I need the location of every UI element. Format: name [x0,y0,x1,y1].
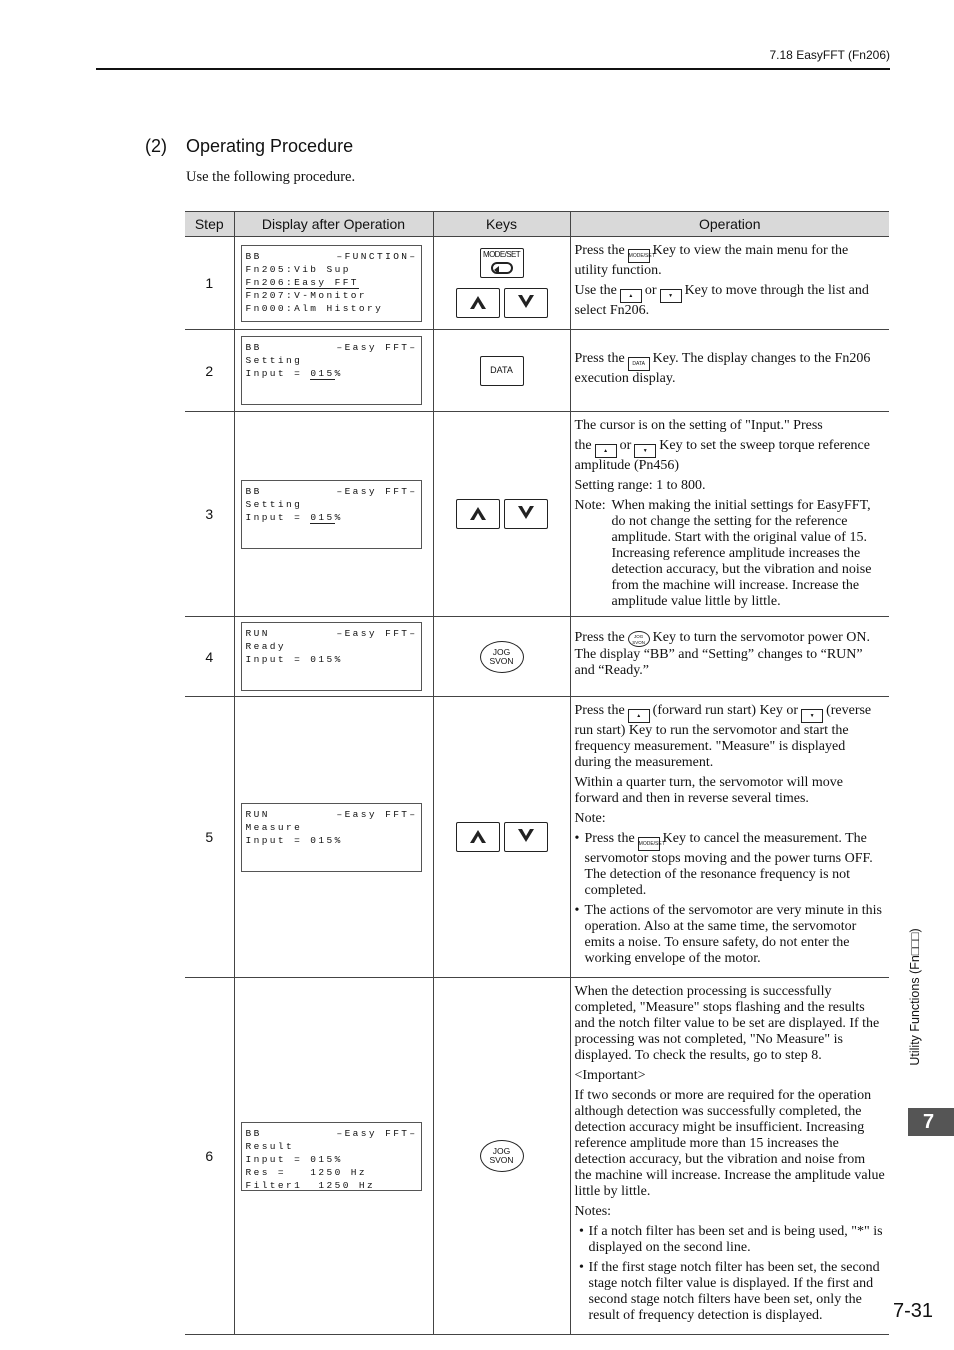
operation-cell [570,412,889,617]
display-line: RUN –Easy FFT– [245,808,418,820]
display-line: BB –Easy FFT– [245,1127,418,1139]
data-key-icon: DATA [628,357,650,371]
display-line: Fn205:Vib Sup [245,263,351,275]
intro-text: Use the following procedure. [186,169,356,185]
keys-cell [433,330,570,412]
operation-text: Use the ▲ or ▼ Key to move through the list and select Fn206. [574,283,869,318]
operation-text: Press the MODE/SETKey to view the main menu for the utility function. [574,243,849,278]
list-item: • If a notch filter has been set and is being used, "*" is displayed on the second line. [579,1224,883,1255]
display-line: BB –FUNCTION– [245,250,418,262]
operation-cell [570,617,889,697]
down-arrow-key-icon: ▼ [660,289,682,303]
keys-cell [433,697,570,978]
keys-cell [433,412,570,617]
list-item: • If the first stage notch filter has been set, the second stage notch filter value is displayed. If the first and second stage notch filters have been set, only the result of frequency detection is displayed. [579,1260,880,1323]
step-number: 3 [185,412,234,617]
display-line: Setting [245,498,303,510]
step-number: 1 [185,237,234,330]
display-cell [234,617,433,697]
display-line: Input = 015 % [245,368,343,379]
display-line: Res = 1250 Hz [245,1166,368,1178]
column-header-display: Display after Operation [234,212,433,237]
down-arrow-key-icon: ▼ [801,709,823,723]
operating-procedure-table [185,211,889,1335]
step-number: 2 [185,330,234,412]
chapter-tab: 7 [908,1108,954,1136]
table-row [185,412,889,617]
column-header-step: Step [185,212,234,237]
mode-set-key-icon: MODE/SET [480,248,524,278]
operation-text: Press the DATA Key. The display changes to the Fn206 execution display. [574,350,871,386]
operation-cell [570,697,889,978]
page-number: 7-31 [893,1300,934,1322]
up-arrow-key-icon: ▲ [595,444,617,458]
operation-text: <Important> [574,1068,646,1083]
display-line: Ready [245,641,287,652]
panel-display [241,245,422,322]
keys-cell [433,237,570,330]
display-cell [234,978,433,1335]
operation-text: The cursor is on the setting of "Input." Press [574,418,823,433]
down-arrow-key-icon [504,288,548,318]
cursor-underline: Fn206:Easy FFT [245,276,359,288]
running-head: 7.18 EasyFFT (Fn206) [96,48,890,70]
up-arrow-key-icon [456,822,500,852]
display-line: Result [245,1140,295,1152]
display-line: Measure [245,821,303,833]
cursor-underline: 015 [310,511,335,523]
display-cell [234,237,433,330]
cursor-underline: 015 [310,368,335,379]
table-row [185,978,889,1335]
display-cell [234,697,433,978]
jog-svon-key-icon: JOG SVON [480,1140,524,1172]
operation-cell [570,330,889,412]
table-row [185,617,889,697]
operation-text: When the detection processing is successfully completed, "Measure" stops flashing and the results and the notch filter value to be set are displayed. If the processing was not completed, "No Measure" is displayed. To check the results, go to step 8. [574,984,880,1063]
step-number: 6 [185,978,234,1335]
display-line: Input = 015% [245,654,343,665]
panel-display [241,803,422,872]
operation-text: the ▲ or ▼ Key to set the sweep torque reference amplitude (Pn456) [574,438,870,473]
up-arrow-key-icon [456,499,500,529]
keys-cell [433,978,570,1335]
note-label: Note: [574,811,606,826]
operation-text: Within a quarter turn, the servomotor will move forward and then in reverse several times. [574,775,843,806]
display-cell [234,412,433,617]
display-line: Input = 015% [245,834,343,846]
table-row [185,237,889,330]
display-line: Fn000:Alm History [245,302,384,314]
operation-text: If two seconds or more are required for the operation although detection was successfully completed, the detection accuracy might be insufficient. Increasing reference amplitude more than 15 increases the detection accuracy, but the vibration and noise from the machine will increase. Increase the amplitude value little by little. [574,1088,885,1199]
panel-display [241,480,422,549]
section-heading [145,136,353,157]
display-line: BB –Easy FFT– [245,485,418,497]
display-line: Input = 015% [245,1153,343,1165]
down-arrow-key-icon [504,822,548,852]
step-number: 4 [185,617,234,697]
up-arrow-key-icon: ▲ [628,709,650,723]
display-line: Fn207:V-Monitor [245,289,368,301]
list-item: • Press the MODE/SETKey to cancel the measurement. The servomotor stops moving and the power turns OFF. The detection of the resonance frequency is not completed. [574,831,873,898]
step-number: 5 [185,697,234,978]
section-number: (2) [145,136,167,156]
display-line: Setting [245,355,303,366]
column-header-keys: Keys [433,212,570,237]
display-line: RUN –Easy FFT– [245,628,418,639]
jog-svon-key-icon: JOG SVON [480,641,524,673]
table-row [185,330,889,412]
table-row [185,697,889,978]
operation-text: Setting range: 1 to 800. [574,478,706,493]
chapter-side-label: Utility Functions (Fn□□□) [908,928,922,1066]
panel-display [241,622,422,691]
operation-text: Press the JOG SVON Key to turn the servomotor power ON. The display “BB” and “Setting” changes to “RUN” and “Ready.” [574,630,871,678]
mode-set-key-icon: MODE/SET [638,837,660,851]
panel-display [241,1122,422,1191]
operation-cell [570,978,889,1335]
keys-cell [433,617,570,697]
data-key-icon: DATA [480,356,524,386]
table-header-row [185,212,889,237]
list-item: • The actions of the servomotor are very minute in this operation. Also at the same time, the servomotor emits a noise. To ensure safety, do not enter the working envelope of the motor. [574,903,882,966]
display-line [246,276,418,289]
jog-svon-key-icon: JOG SVON [628,631,650,647]
operation-text: Press the ▲ (forward run start) Key or ▼ (reverse run start) Key to run the servomotor and start the frequency measurement. "Measure" is displayed during the measurement. [574,703,872,770]
display-line: Input = 015 % [245,511,343,523]
note: Note: When making the initial settings for EasyFFT, do not change the setting for the reference amplitude. Start with the original value of 15. Increasing reference amplitude increases the detection accuracy, but the vibration and noise from the machine will increase. Increase the amplitude value little by little. [574,498,872,609]
up-arrow-key-icon: ▲ [620,289,642,303]
down-arrow-key-icon: ▼ [634,444,656,458]
operation-cell [570,237,889,330]
column-header-operation: Operation [570,212,889,237]
note-label: Notes: [574,1204,612,1219]
up-arrow-key-icon [456,288,500,318]
mode-set-key-icon: MODE/SET [628,249,650,263]
section-title: Operating Procedure [186,136,354,156]
display-line: Filter1 1250 Hz [245,1179,376,1191]
panel-display [241,336,422,405]
display-line: BB –Easy FFT– [245,342,418,353]
display-cell [234,330,433,412]
down-arrow-key-icon [504,499,548,529]
